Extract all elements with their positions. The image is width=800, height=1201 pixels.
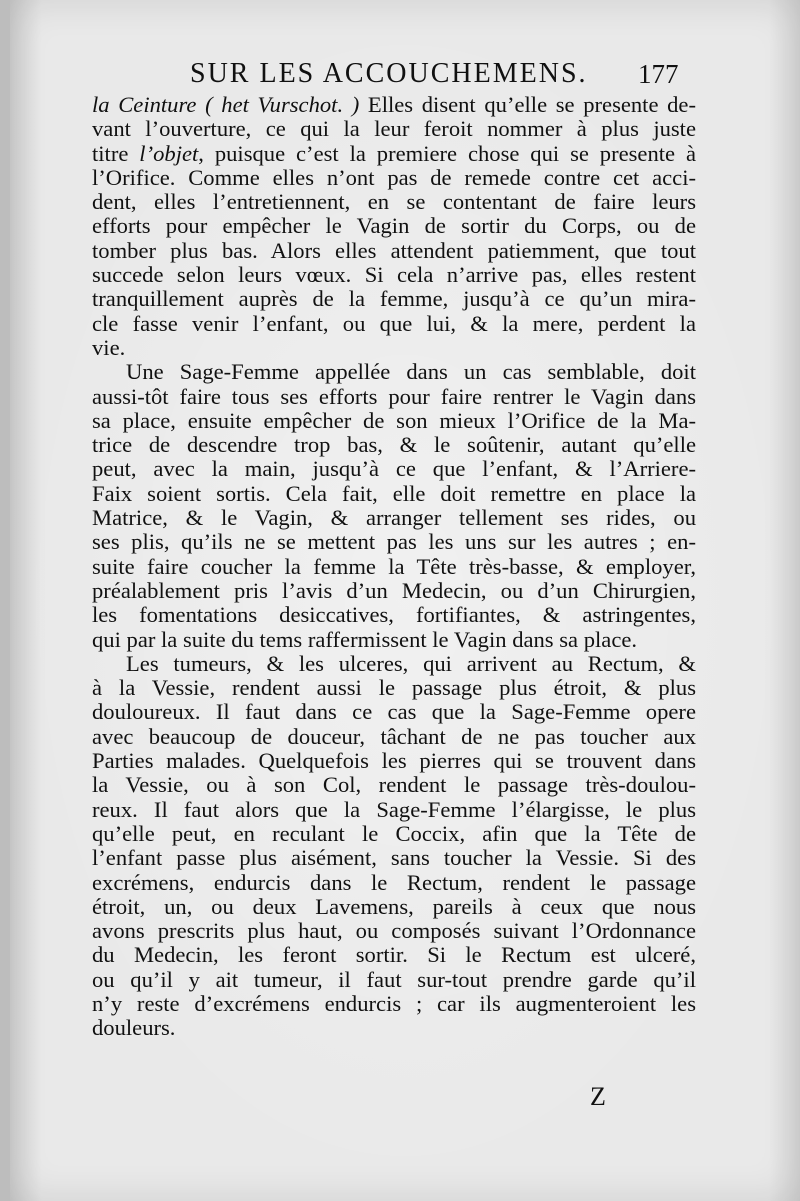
signature-mark: Z [590, 1082, 606, 1111]
text-line [92, 530, 696, 554]
text-line [92, 385, 696, 409]
text-line [92, 749, 696, 773]
text-line [92, 214, 696, 238]
text-segment: succede selon leurs vœux. Si cela n’arrive pas, elles restent [92, 262, 696, 288]
running-title: SUR LES ACCOUCHEMENS. [190, 58, 588, 89]
text-segment: Parties malades. Quelquefois les pierres qui se trouvent dans [92, 748, 696, 774]
text-segment: efforts pour empêcher le Vagin de sortir du Corps, ou de [92, 213, 696, 239]
text-line [92, 239, 696, 263]
text-segment: l’enfant passe plus aisément, sans toucher la Vessie. Si des [92, 845, 696, 871]
text-segment: Elles disent qu’elle se presente de- [359, 92, 696, 117]
text-line [92, 676, 696, 700]
text-line [92, 652, 696, 676]
text-segment: Une Sage-Femme appellée dans un cas semblable, doit [126, 359, 696, 385]
text-segment: n’y reste d’excrémens endurcis ; car ils augmenteroient les [92, 990, 696, 1016]
text-line [92, 166, 696, 190]
text-segment: Faix soient sortis. Cela fait, elle doit remettre en place la [92, 480, 696, 506]
text-line [92, 628, 696, 652]
text-segment: reux. Il faut alors que la Sage-Femme l’élargisse, le plus [92, 796, 696, 822]
text-line [92, 142, 696, 166]
text-line [92, 579, 696, 603]
text-line [92, 798, 696, 822]
italic-text: l’objet [139, 140, 199, 166]
text-line [92, 919, 696, 943]
text-line [92, 773, 696, 797]
text-line [92, 992, 696, 1016]
text-line [92, 409, 696, 433]
text-segment: douleurs. [92, 1015, 176, 1041]
text-segment: aussi-tôt faire tous ses efforts pour faire rentrer le Vagin dans [92, 383, 696, 409]
text-line [92, 846, 696, 870]
text-line [92, 725, 696, 749]
text-line [92, 1016, 696, 1040]
text-line [92, 895, 696, 919]
text-segment: trice de descendre trop bas, & le soûtenir, autant qu’elle [92, 432, 696, 458]
text-segment: les fomentations desiccatives, fortifiantes, & astringentes, [92, 602, 696, 628]
text-segment: excrémens, endurcis dans le Rectum, rendent le passage [92, 869, 696, 895]
text-line [92, 822, 696, 846]
text-line [92, 700, 696, 724]
text-segment: avec beaucoup de douceur, tâchant de ne pas toucher aux [92, 723, 696, 749]
text-line [92, 336, 696, 360]
text-segment: qui par la suite du tems raffermissent le Vagin dans sa place. [92, 626, 638, 652]
text-segment: dent, elles l’entretiennent, en se contentant de faire leurs [92, 189, 696, 215]
text-line [92, 506, 696, 530]
text-line [92, 93, 696, 117]
text-segment: douloureux. Il faut dans ce cas que la Sage-Femme opere [92, 699, 696, 725]
text-segment: , puisque c’est la premiere chose qui se presente à [198, 140, 696, 166]
text-segment: tomber plus bas. Alors elles attendent patiemment, que tout [92, 237, 696, 263]
page-header [180, 58, 780, 90]
body-text [92, 93, 696, 1041]
text-line [92, 433, 696, 457]
text-line [92, 968, 696, 992]
text-line [92, 555, 696, 579]
text-segment: du Medecin, les feront sortir. Si le Rectum est ulceré, [92, 942, 696, 968]
text-segment: tranquillement auprès de la femme, jusqu’à ce qu’un mira- [92, 286, 696, 312]
text-segment: sa place, ensuite empêcher de son mieux l’Orifice de la Ma- [92, 407, 696, 433]
text-segment: ses plis, qu’ils ne se mettent pas les uns sur les autres ; en- [92, 529, 696, 555]
text-segment: peut, avec la main, jusqu’à ce que l’enfant, & l’Arriere- [92, 456, 696, 482]
text-segment: vant l’ouverture, ce qui la leur feroit nommer à plus juste [92, 116, 696, 142]
text-segment: cle fasse venir l’enfant, ou que lui, & la mere, perdent la [92, 310, 696, 336]
text-segment: titre [92, 140, 140, 166]
text-segment: la Vessie, ou à son Col, rendent le passage très-doulou- [92, 772, 696, 798]
text-segment: à la Vessie, rendent aussi le passage plus étroit, & plus [92, 675, 696, 701]
text-line [92, 190, 696, 214]
text-segment: suite faire coucher la femme la Tête très-basse, & employer, [92, 553, 696, 579]
text-segment: l’Orifice. Comme elles n’ont pas de remede contre cet acci- [92, 164, 696, 190]
text-segment: avons prescrits plus haut, ou composés suivant l’Ordonnance [92, 918, 696, 944]
text-segment: Matrice, & le Vagin, & arranger tellement ses rides, ou [92, 505, 696, 531]
page-number: 177 [638, 59, 679, 89]
text-segment: préalablement pris l’avis d’un Medecin, ou d’un Chirurgien, [92, 577, 696, 603]
text-segment: vie. [92, 334, 126, 360]
text-segment: étroit, un, ou deux Lavemens, pareils à ceux que nous [92, 893, 696, 919]
text-line [92, 287, 696, 311]
text-line [92, 482, 696, 506]
text-line [92, 603, 696, 627]
text-segment: ou qu’il y ait tumeur, il faut sur-tout prendre garde qu’il [92, 966, 696, 992]
text-line [92, 360, 696, 384]
text-line [92, 117, 696, 141]
text-line [92, 312, 696, 336]
text-line [92, 943, 696, 967]
text-segment: Les tumeurs, & les ulceres, qui arrivent au Rectum, & [126, 650, 696, 676]
italic-text: la Ceinture ( het Vurschot. ) [92, 92, 360, 117]
text-line [92, 263, 696, 287]
text-line [92, 871, 696, 895]
text-line [92, 457, 696, 481]
text-segment: qu’elle peut, en reculant le Coccix, afin que la Tête de [92, 820, 696, 846]
book-page [10, 0, 800, 1201]
